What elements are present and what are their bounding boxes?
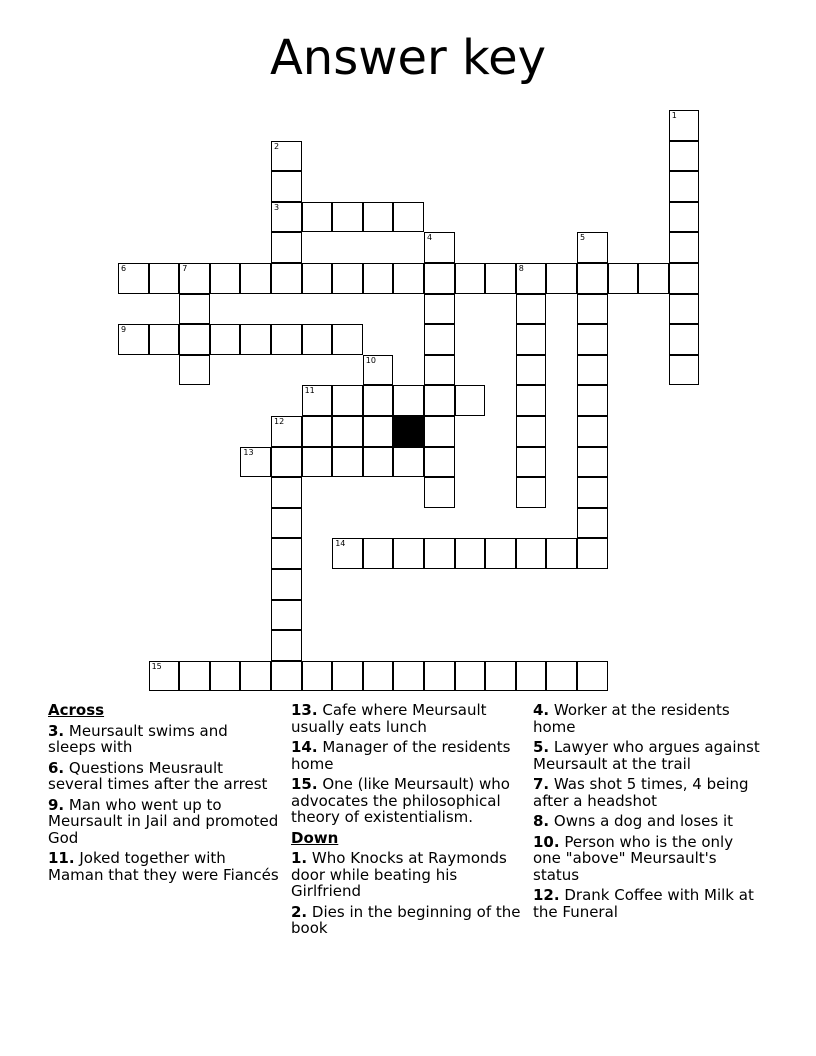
grid-cell [669,324,700,355]
grid-cell [271,508,302,539]
down-clue [533,887,763,920]
grid-cell [332,416,363,447]
grid-cell [424,385,455,416]
grid-cell [210,324,241,355]
grid-cell [271,477,302,508]
grid-cell [485,263,516,294]
grid-cell [577,477,608,508]
across-heading: Across [48,701,105,719]
grid-cell [669,232,700,263]
clue-column-1 [48,702,280,887]
grid-cell [669,294,700,325]
clue-text: Cafe where Meursault usually eats lunch [291,701,487,736]
clue-num: 6. [48,758,65,777]
grid-cell [332,538,363,569]
grid-cell [363,416,394,447]
grid-cell [363,385,394,416]
grid-cell [577,324,608,355]
grid-cell [332,202,363,233]
clue-num: 14. [291,738,318,756]
clue-number: 3 [274,202,280,212]
down-clue [533,739,763,772]
grid-cell [424,416,455,447]
grid-cell [577,508,608,539]
grid-cell [577,232,608,263]
grid-cell [149,324,180,355]
grid-cell [669,355,700,386]
grid-cell [179,355,210,386]
grid-cell [516,477,547,508]
grid-cell [179,294,210,325]
page-title: Answer key [269,30,547,86]
grid-cell [424,263,455,294]
clue-number: 9 [121,325,127,335]
grid-cell [424,294,455,325]
grid-cell [393,263,424,294]
grid-cell [302,324,333,355]
grid-cell [240,447,271,478]
grid-cell [577,661,608,692]
clue-column-3 [533,702,763,924]
grid-cell [455,661,486,692]
grid-cell [577,294,608,325]
grid-cell [424,355,455,386]
clue-num: 7. [533,775,550,793]
grid-cell [424,477,455,508]
grid-cell [393,202,424,233]
grid-cell [271,569,302,600]
grid-cell [332,385,363,416]
clue-number: 4 [427,233,433,243]
grid-cell [179,324,210,355]
grid-cell [424,232,455,263]
grid-cell [546,263,577,294]
grid-cell [363,355,394,386]
grid-cell [332,324,363,355]
grid-cell [271,661,302,692]
grid-cell [516,263,547,294]
clue-text: Person who is the only one "above" Meursault's status [533,832,734,884]
grid-cell [485,661,516,692]
clue-text: Owns a dog and loses it [549,812,734,830]
clue-text: Worker at the residents home [533,701,730,736]
grid-cell [424,324,455,355]
clue-text: Questions Meusrault several times after the arrest [48,758,268,793]
down-clue [533,813,763,830]
grid-cell [393,447,424,478]
clue-text: Who Knocks at Raymonds door while beating his Girlfriend [291,849,507,900]
grid-cell [546,661,577,692]
down-clue [533,702,763,735]
grid-cell [669,141,700,172]
grid-cell [179,263,210,294]
clue-text: One (like Meursault) who advocates the philosophical theory of existentialism. [291,775,510,826]
black-cell [393,416,424,447]
clue-text: Joked together with Maman that they were Fiancés [48,849,279,884]
down-clue [533,834,763,884]
grid-cell [638,263,669,294]
grid-cell [271,202,302,233]
down-clue [291,850,523,900]
grid-cell [240,324,271,355]
clue-number: 11 [304,386,315,396]
clue-num: 13. [291,701,318,719]
grid-cell [577,263,608,294]
grid-cell [516,294,547,325]
clue-column-2 [291,702,523,941]
grid-cell [363,263,394,294]
grid-cell [393,538,424,569]
grid-cell [669,202,700,233]
grid-cell [332,661,363,692]
down-heading: Down [291,828,339,847]
grid-cell [271,171,302,202]
clue-num: 8. [533,812,550,830]
grid-cell [332,447,363,478]
grid-cell [424,447,455,478]
across-clue [291,739,523,772]
grid-cell [455,385,486,416]
grid-cell [302,661,333,692]
across-clue [291,776,523,826]
grid-cell [363,538,394,569]
grid-cell [302,385,333,416]
grid-cell [363,661,394,692]
grid-cell [516,416,547,447]
clue-num: 3. [48,721,65,740]
grid-cell [363,447,394,478]
grid-cell [118,263,149,294]
clue-text: Was shot 5 times, 4 being after a headshot [533,775,749,810]
clue-number: 5 [580,233,586,243]
clue-number: 15 [151,661,162,671]
clue-num: 11. [48,849,75,867]
grid-cell [424,538,455,569]
grid-cell [516,447,547,478]
grid-cell [516,324,547,355]
grid-cell [271,232,302,263]
grid-cell [332,263,363,294]
clue-number: 1 [671,111,677,120]
clue-number: 6 [121,264,127,273]
clue-text: Drank Coffee with Milk at the Funeral [533,886,754,921]
grid-cell [393,385,424,416]
grid-cell [455,263,486,294]
grid-cell [240,263,271,294]
grid-cell [516,385,547,416]
grid-cell [302,416,333,447]
grid-cell [149,263,180,294]
grid-cell [271,263,302,294]
grid-cell [516,661,547,692]
clue-num: 1. [291,849,308,867]
grid-cell [271,324,302,355]
grid-cell [455,538,486,569]
clue-num: 12. [533,886,560,904]
grid-cell [669,171,700,202]
grid-cell [271,447,302,478]
grid-cell [271,538,302,569]
grid-cell [149,661,180,692]
grid-cell [210,661,241,692]
grid-cell [240,661,271,692]
grid-cell [118,324,149,355]
grid-cell [577,416,608,447]
clue-num: 4. [533,701,550,719]
grid-cell [669,110,700,141]
across-clue [48,850,280,883]
grid-cell [546,538,577,569]
grid-cell [516,355,547,386]
grid-cell [485,538,516,569]
grid-cell [302,202,333,233]
clue-num: 15. [291,775,318,793]
clue-text: Dies in the beginning of the book [291,902,521,937]
grid-cell [393,661,424,692]
grid-cell [271,600,302,631]
grid-cell [271,141,302,172]
grid-cell [669,263,700,294]
grid-cell [424,661,455,692]
grid-cell [608,263,639,294]
clue-number: 2 [274,141,280,151]
down-clue [533,776,763,809]
clue-text: Meursault swims and sleeps with [48,721,228,756]
grid-cell [302,263,333,294]
clue-text: Manager of the residents home [291,738,511,773]
grid-cell [363,202,394,233]
clue-number: 7 [182,264,188,273]
grid-cell [577,385,608,416]
clue-num: 5. [533,738,550,756]
across-clue [291,702,523,735]
across-clue [48,723,280,756]
clue-num: 9. [48,795,65,814]
clue-number: 14 [335,539,346,549]
clue-number: 10 [365,355,376,365]
grid-cell [577,355,608,386]
clue-number: 8 [518,264,524,273]
grid-cell [210,263,241,294]
clue-num: 10. [533,832,560,851]
across-clue [48,760,280,793]
down-clue [291,904,523,937]
clue-text: Lawyer who argues against Meursault at the trail [533,738,760,773]
clue-number: 13 [243,447,254,457]
grid-cell [516,538,547,569]
grid-cell [577,447,608,478]
clue-text: Man who went up to Meursault in Jail and promoted God [48,795,279,847]
grid-cell [271,416,302,447]
grid-cell [577,538,608,569]
across-clue [48,797,280,847]
clue-num: 2. [291,902,308,921]
grid-cell [302,447,333,478]
grid-cell [271,630,302,661]
grid-cell [179,661,210,692]
clue-number: 12 [274,417,285,426]
